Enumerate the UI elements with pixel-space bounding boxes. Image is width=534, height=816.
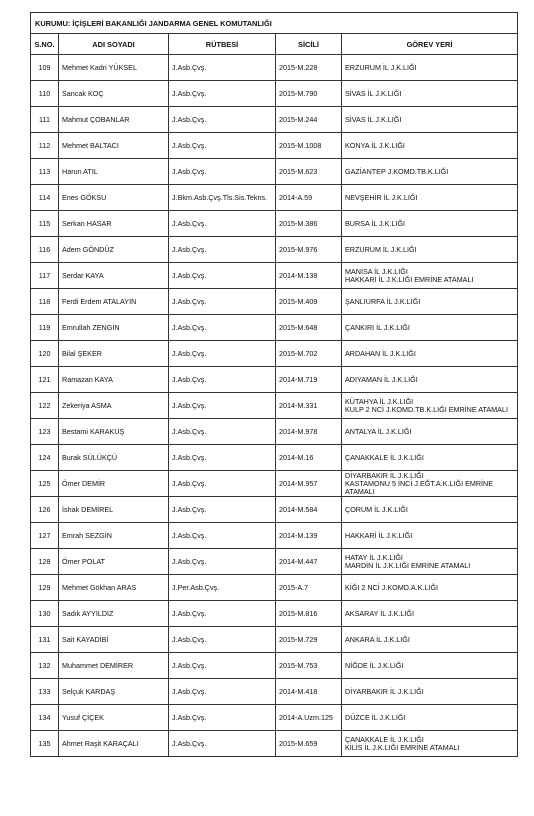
row-registry: 2015-M.623 [276, 159, 342, 185]
row-rank: J.Asb.Çvş. [169, 471, 276, 497]
row-number: 128 [31, 549, 59, 575]
row-registry: 2014-M.584 [276, 497, 342, 523]
row-number: 135 [31, 731, 59, 757]
table-body [31, 55, 518, 757]
row-name: İshak DEMİREL [59, 497, 169, 523]
row-rank: J.Asb.Çvş. [169, 55, 276, 81]
header-row [31, 34, 518, 55]
row-rank: J.Asb.Çvş. [169, 289, 276, 315]
table-row [31, 653, 518, 679]
personnel-table [30, 12, 518, 757]
row-number: 123 [31, 419, 59, 445]
row-name: Muhammet DEMİRER [59, 653, 169, 679]
row-name: Emrullah ZENGİN [59, 315, 169, 341]
institution-title: KURUMU: İÇİŞLERİ BAKANLIĞI JANDARMA GENEL KOMUTANLIĞI [31, 13, 518, 34]
row-duty-station [342, 81, 518, 107]
row-rank: J.Asb.Çvş. [169, 159, 276, 185]
row-registry: 2015-M.409 [276, 289, 342, 315]
row-number: 124 [31, 445, 59, 471]
duty-station-line: MANİSA İL J.K.LIĞI [345, 266, 408, 276]
row-registry: 2014-M.138 [276, 263, 342, 289]
table-row [31, 211, 518, 237]
duty-station-line: ANTALYA İL J.K.LIĞI [345, 426, 412, 436]
row-number: 122 [31, 393, 59, 419]
column-header-name: ADI SOYADI [59, 34, 169, 55]
row-number: 118 [31, 289, 59, 315]
row-registry: 2015-A.7 [276, 575, 342, 601]
row-name: Ramazan KAYA [59, 367, 169, 393]
row-registry: 2015-M.790 [276, 81, 342, 107]
column-header-duty-station: GÖREV YERİ [342, 34, 518, 55]
duty-station-line: KİĞI 2 NCİ J.KOMD.A.K.LIĞI [345, 582, 439, 592]
row-number: 129 [31, 575, 59, 601]
row-duty-station [342, 55, 518, 81]
row-number: 111 [31, 107, 59, 133]
row-duty-station [342, 107, 518, 133]
row-name: Emrah SEZGİN [59, 523, 169, 549]
row-rank: J.Asb.Çvş. [169, 367, 276, 393]
row-registry: 2015-M.976 [276, 237, 342, 263]
row-duty-station [342, 445, 518, 471]
row-number: 131 [31, 627, 59, 653]
row-rank: J.Asb.Çvş. [169, 497, 276, 523]
row-name: Ömer DEMİR [59, 471, 169, 497]
row-duty-station [342, 731, 518, 757]
row-rank: J.Asb.Çvş. [169, 263, 276, 289]
table-row [31, 315, 518, 341]
table-row [31, 575, 518, 601]
duty-station-line: ARDAHAN İL J.K.LIĞI [345, 348, 416, 358]
row-number: 110 [31, 81, 59, 107]
row-name: Bilal ŞEKER [59, 341, 169, 367]
row-registry: 2014-A.59 [276, 185, 342, 211]
duty-station-line: ÇANAKKALE İL J.K.LIĞI [345, 452, 424, 462]
row-number: 127 [31, 523, 59, 549]
duty-station-line: ADIYAMAN İL J.K.LIĞI [345, 374, 418, 384]
duty-station-line: ÇORUM İL J.K.LIĞI [345, 504, 408, 514]
row-registry: 2015-M.659 [276, 731, 342, 757]
row-registry: 2015-M.244 [276, 107, 342, 133]
row-rank: J.Asb.Çvş. [169, 601, 276, 627]
row-name: Sancak KOÇ [59, 81, 169, 107]
row-registry: 2015-M.702 [276, 341, 342, 367]
table-row [31, 289, 518, 315]
row-name: Mehmet Gökhan ARAS [59, 575, 169, 601]
row-number: 130 [31, 601, 59, 627]
duty-station-line: HATAY İL J.K.LIĞI [345, 552, 403, 562]
row-duty-station [342, 601, 518, 627]
row-name: Harun ATIL [59, 159, 169, 185]
row-registry: 2014-M.418 [276, 679, 342, 705]
row-name: Sadık AYYILDIZ [59, 601, 169, 627]
duty-station-line: AKSARAY İL J.K.LIĞI [345, 608, 414, 618]
duty-station-line: ANKARA İL J.K.LIĞI [345, 634, 410, 644]
duty-station-line: DİYARBAKIR İL J.K.LIĞI [345, 470, 424, 480]
row-duty-station [342, 237, 518, 263]
row-duty-station [342, 471, 518, 497]
table-row [31, 237, 518, 263]
row-number: 134 [31, 705, 59, 731]
duty-station-line: DÜZCE İL J.K.LIĞI [345, 712, 406, 722]
row-duty-station [342, 627, 518, 653]
duty-station-line: ŞANLIURFA İL J.K.LIĞI [345, 296, 421, 306]
row-duty-station [342, 159, 518, 185]
table-row [31, 679, 518, 705]
duty-station-line: ÇANAKKALE İL J.K.LIĞI [345, 734, 424, 744]
duty-station-line: GAZİANTEP J.KOMD.TB.K.LIĞI [345, 166, 449, 176]
row-name: Burak SÜLÜKÇÜ [59, 445, 169, 471]
row-number: 116 [31, 237, 59, 263]
row-rank: J.Asb.Çvş. [169, 679, 276, 705]
row-number: 125 [31, 471, 59, 497]
document-sheet [30, 12, 517, 757]
row-duty-station [342, 289, 518, 315]
row-number: 112 [31, 133, 59, 159]
row-name: Sait KAYADİBİ [59, 627, 169, 653]
duty-station-line: ERZURUM İL J.K.LIĞI [345, 62, 417, 72]
table-row [31, 367, 518, 393]
table-row [31, 445, 518, 471]
duty-station-line: KÜTAHYA İL J.K.LIĞI [345, 396, 414, 406]
duty-station-line: BURSA İL J.K.LIĞI [345, 218, 406, 228]
row-rank: J.Asb.Çvş. [169, 81, 276, 107]
duty-station-line: KASTAMONU 5 İNCİ J.EĞT.A.K.LIĞI EMRİNE [345, 478, 494, 488]
table-row [31, 497, 518, 523]
row-registry: 2015-M.386 [276, 211, 342, 237]
row-registry: 2014-A.Uzm.125 [276, 705, 342, 731]
row-number: 119 [31, 315, 59, 341]
column-header-registry: SİCİLİ [276, 34, 342, 55]
row-registry: 2015-M.228 [276, 55, 342, 81]
row-rank: J.Per.Asb.Çvş. [169, 575, 276, 601]
row-rank: J.Asb.Çvş. [169, 107, 276, 133]
table-row [31, 549, 518, 575]
column-header-rank: RÜTBESİ [169, 34, 276, 55]
row-name: Ahmet Raşit KARAÇALI [59, 731, 169, 757]
title-row [31, 13, 518, 34]
row-rank: J.Asb.Çvş. [169, 237, 276, 263]
row-rank: J.Asb.Çvş. [169, 315, 276, 341]
row-number: 114 [31, 185, 59, 211]
row-rank: J.Asb.Çvş. [169, 341, 276, 367]
row-duty-station [342, 211, 518, 237]
table-row [31, 341, 518, 367]
row-duty-station [342, 653, 518, 679]
row-duty-station [342, 419, 518, 445]
table-row [31, 419, 518, 445]
table-row [31, 81, 518, 107]
row-registry: 2015-M.1008 [276, 133, 342, 159]
duty-station-line: NİĞDE İL J.K.LIĞI [345, 660, 404, 670]
row-name: Serdar KAYA [59, 263, 169, 289]
row-duty-station [342, 523, 518, 549]
row-duty-station [342, 367, 518, 393]
row-registry: 2015-M.753 [276, 653, 342, 679]
row-name: Mahmut ÇOBANLAR [59, 107, 169, 133]
row-duty-station [342, 393, 518, 419]
row-rank: J.Asb.Çvş. [169, 419, 276, 445]
row-registry: 2015-M.729 [276, 627, 342, 653]
row-registry: 2014-M.16 [276, 445, 342, 471]
duty-station-line: KİLİS İL J.K.LIĞI EMRİNE ATAMALI [345, 742, 460, 752]
table-row [31, 185, 518, 211]
table-row [31, 263, 518, 289]
row-rank: J.Asb.Çvş. [169, 445, 276, 471]
row-registry: 2014-M.957 [276, 471, 342, 497]
duty-station-line: DİYARBAKIR İL J.K.LIĞI [345, 686, 424, 696]
row-rank: J.Asb.Çvş. [169, 523, 276, 549]
row-rank: J.Asb.Çvş. [169, 705, 276, 731]
row-registry: 2015-M.648 [276, 315, 342, 341]
row-duty-station [342, 263, 518, 289]
row-number: 115 [31, 211, 59, 237]
duty-station-line: SİVAS İL J.K.LIĞI [345, 88, 402, 98]
row-duty-station [342, 341, 518, 367]
row-registry: 2015-M.816 [276, 601, 342, 627]
row-number: 120 [31, 341, 59, 367]
row-registry: 2014-M.331 [276, 393, 342, 419]
row-name: Ferdi Erdem ATALAYIN [59, 289, 169, 315]
duty-station-line: ATAMALI [345, 486, 375, 496]
duty-station-line: ÇANKIRI İL J.K.LIĞI [345, 322, 410, 332]
row-number: 133 [31, 679, 59, 705]
row-rank: J.Asb.Çvş. [169, 393, 276, 419]
row-name: Serkan HASAR [59, 211, 169, 237]
row-registry: 2014-M.139 [276, 523, 342, 549]
row-name: Zekeriya ASMA [59, 393, 169, 419]
row-number: 121 [31, 367, 59, 393]
duty-station-line: HAKKARİ İL J.K.LIĞI [345, 530, 413, 540]
row-registry: 2014-M.447 [276, 549, 342, 575]
table-row [31, 159, 518, 185]
table-row [31, 731, 518, 757]
row-name: Mehmet BALTACI [59, 133, 169, 159]
row-duty-station [342, 133, 518, 159]
duty-station-line: ERZURUM İL J.K.LIĞI [345, 244, 417, 254]
row-name: Adem GÖNDÜZ [59, 237, 169, 263]
row-rank: J.Bkm.Asb.Çvş.Tls.Sis.Tekns. [169, 185, 276, 211]
row-rank: J.Asb.Çvş. [169, 549, 276, 575]
row-duty-station [342, 705, 518, 731]
table-row [31, 627, 518, 653]
row-duty-station [342, 679, 518, 705]
table-row [31, 133, 518, 159]
column-header-no: S.NO. [31, 34, 59, 55]
row-rank: J.Asb.Çvş. [169, 627, 276, 653]
table-row [31, 393, 518, 419]
row-name: Selçuk KARDAŞ [59, 679, 169, 705]
table-row [31, 471, 518, 497]
table-row [31, 601, 518, 627]
row-registry: 2014-M.978 [276, 419, 342, 445]
duty-station-line: KULP 2 NCİ J.KOMD.TB.K.LIĞI EMRİNE ATAMALI [345, 404, 508, 414]
row-name: Bestami KARAKUŞ [59, 419, 169, 445]
row-number: 117 [31, 263, 59, 289]
row-number: 109 [31, 55, 59, 81]
row-rank: J.Asb.Çvş. [169, 133, 276, 159]
row-duty-station [342, 185, 518, 211]
row-rank: J.Asb.Çvş. [169, 653, 276, 679]
row-duty-station [342, 497, 518, 523]
row-name: Enes GÖKSU [59, 185, 169, 211]
duty-station-line: MARDİN İL J.K.LIĞI EMRİNE ATAMALI [345, 560, 471, 570]
row-registry: 2014-M.719 [276, 367, 342, 393]
table-row [31, 107, 518, 133]
row-number: 132 [31, 653, 59, 679]
row-rank: J.Asb.Çvş. [169, 211, 276, 237]
row-duty-station [342, 549, 518, 575]
row-number: 126 [31, 497, 59, 523]
duty-station-line: HAKKARİ İL J.K.LIĞI EMRİNE ATAMALI [345, 274, 474, 284]
duty-station-line: KONYA İL J.K.LIĞI [345, 140, 405, 150]
duty-station-line: SİVAS İL J.K.LIĞI [345, 114, 402, 124]
row-number: 113 [31, 159, 59, 185]
table-row [31, 55, 518, 81]
row-duty-station [342, 575, 518, 601]
table-row [31, 523, 518, 549]
row-name: Yusuf ÇİÇEK [59, 705, 169, 731]
row-name: Ömer POLAT [59, 549, 169, 575]
row-name: Mehmet Kadri YÜKSEL [59, 55, 169, 81]
table-row [31, 705, 518, 731]
duty-station-line: NEVŞEHİR İL J.K.LIĞI [345, 192, 418, 202]
row-rank: J.Asb.Çvş. [169, 731, 276, 757]
row-duty-station [342, 315, 518, 341]
